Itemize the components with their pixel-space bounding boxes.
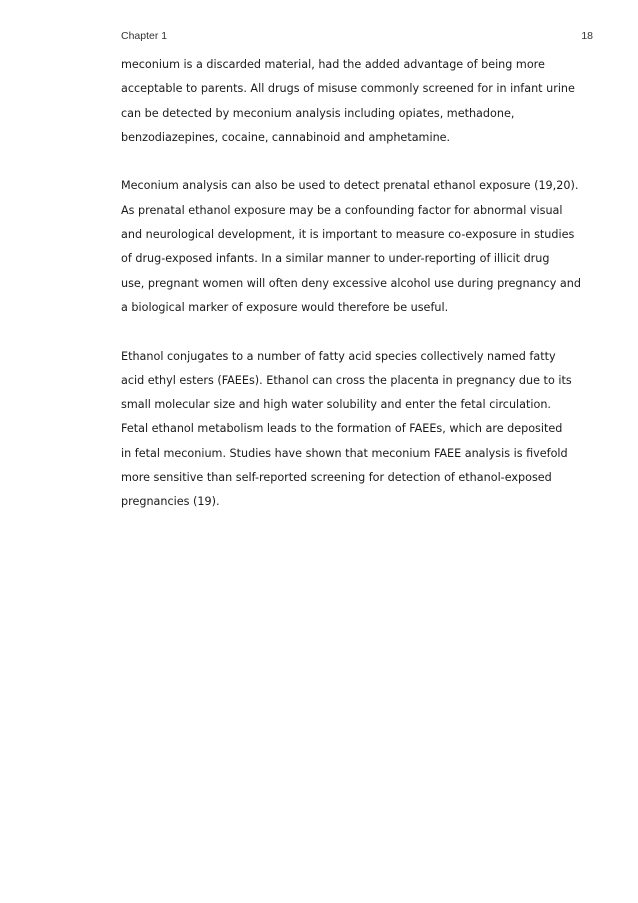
text-line: can be detected by meconium analysis including opiates, methadone, [121, 106, 515, 120]
text-line: acid ethyl esters (FAEEs). Ethanol can cross the placenta in pregnancy due to its [121, 373, 572, 387]
text-line: in fetal meconium. Studies have shown that meconium FAEE analysis is fivefold [121, 446, 568, 460]
text-line: more sensitive than self-reported screening for detection of ethanol-exposed [121, 471, 552, 485]
text-line: As prenatal ethanol exposure may be a confounding factor for abnormal visual [121, 203, 563, 217]
text-line: Fetal ethanol metabolism leads to the formation of FAEEs, which are deposited [121, 422, 563, 436]
chapter-label: Chapter 1 [121, 30, 168, 42]
text-line: acceptable to parents. All drugs of misuse commonly screened for in infant urine [121, 82, 575, 96]
paragraph-meconium-screening [121, 53, 595, 150]
text-line: use, pregnant women will often deny excessive alcohol use during pregnancy and [121, 276, 581, 290]
text-line: and neurological development, it is important to measure co-exposure in studies [121, 228, 575, 242]
running-header [121, 29, 593, 43]
text-line: pregnancies (19). [121, 495, 220, 509]
text-line: of drug-exposed infants. In a similar manner to under-reporting of illicit drug [121, 252, 550, 266]
text-line: Meconium analysis can also be used to detect prenatal ethanol exposure (19,20). [121, 179, 579, 193]
body-text [121, 53, 595, 539]
paragraph-prenatal-ethanol [121, 174, 595, 320]
paragraph-faee-analysis [121, 345, 595, 515]
text-line: benzodiazepines, cocaine, cannabinoid and amphetamine. [121, 130, 451, 144]
text-line: meconium is a discarded material, had the added advantage of being more [121, 58, 545, 71]
text-line: a biological marker of exposure would therefore be useful. [121, 300, 449, 314]
text-line: Ethanol conjugates to a number of fatty acid species collectively named fatty [121, 349, 556, 363]
text-line: small molecular size and high water solubility and enter the fetal circulation. [121, 398, 551, 412]
page-number: 18 [581, 30, 593, 42]
